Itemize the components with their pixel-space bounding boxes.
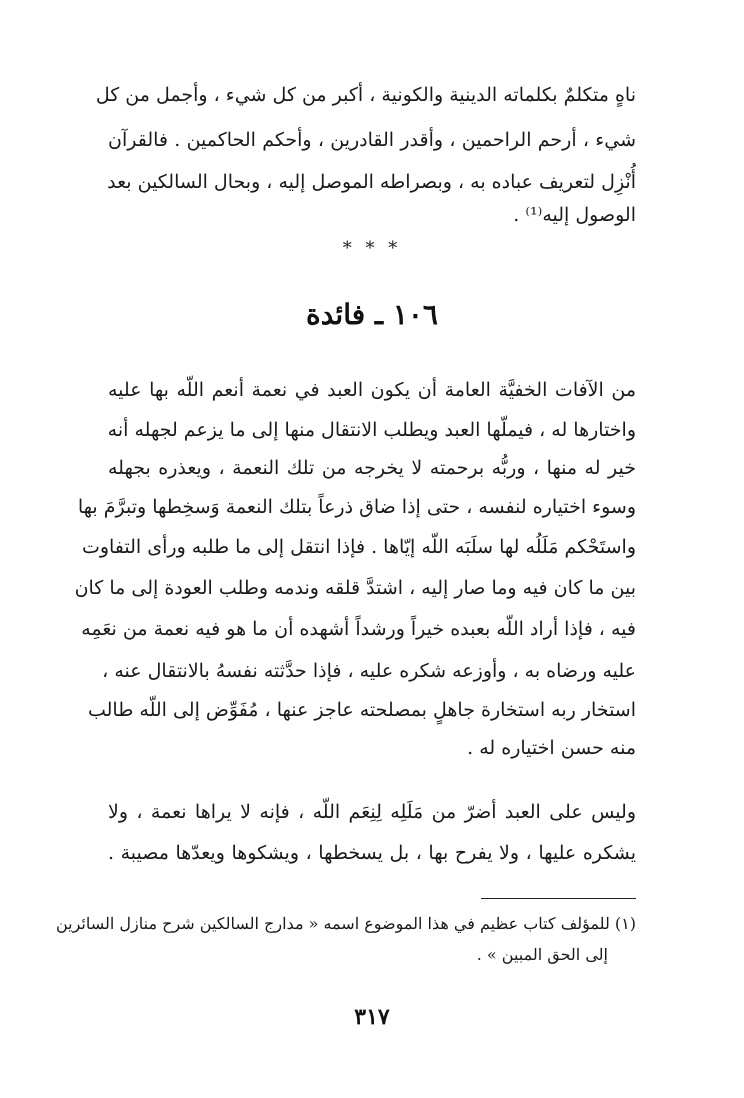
text-line: الوصول إليه⁽¹⁾ . [513, 204, 636, 226]
footnote-rule [481, 898, 636, 899]
text-line: عليه ورضاه به ، وأوزعه شكره عليه ، فإذا حدَّثته نفسهُ بالانتقال عنه ، [102, 660, 636, 682]
text-line: يشكره عليها ، ولا يفرح بها ، بل يسخطها ، ويشكوها ويعدّها مصيبة . [108, 842, 636, 864]
footnote-line: إلى الحق المبين » . [476, 945, 608, 964]
text-line: وسوء اختياره لنفسه ، حتى إذا ضاق ذرعاً بتلك النعمة وَسخِطها وتبرَّمَ بها [77, 496, 636, 518]
page-number: ٣١٧ [354, 1004, 390, 1030]
text-line: خير له منها ، وربُّه برحمته لا يخرجه من تلك النعمة ، ويعذره بجهله [108, 457, 636, 479]
text-line: من الآفات الخفيَّة العامة أن يكون العبد في نعمة أنعم اللّه بها عليه [108, 379, 636, 401]
text-line: منه حسن اختياره له . [467, 737, 636, 759]
text-line: أُنْزِل لتعريف عباده به ، وبصراطه الموصل إليه ، وبحال السالكين بعد [107, 171, 636, 193]
section-separator: * * * [342, 238, 402, 259]
footnote-line: (١) للمؤلف كتاب عظيم في هذا الموضوع اسمه « مدارج السالكين شرح منازل السائرين [55, 914, 636, 933]
text-line: بين ما كان فيه وما صار إليه ، اشتدَّ قلقه وندمه وطلب العودة إلى ما كان [74, 577, 636, 599]
text-line: شيء ، أرحم الراحمين ، وأقدر القادرين ، وأحكم الحاكمين . فالقرآن [108, 129, 636, 151]
section-heading: ١٠٦ ـ فائدة [306, 298, 438, 331]
text-line: وليس على العبد أضرّ من مَلَلِه لِنِعَم اللّه ، فإنه لا يراها نعمة ، ولا [108, 801, 636, 823]
text-line: ناهٍ متكلمٌ بكلماته الدينية والكونية ، أكبر من كل شيء ، وأجمل من كل [95, 84, 636, 106]
text-line: فيه ، فإذا أراد اللّه بعبده خيراً ورشداً أشهده أن ما هو فيه نعمة من نعَمِه [81, 618, 636, 640]
text-line: استخار ربه استخارة جاهلٍ بمصلحته عاجز عنها ، مُفَوِّض إلى اللّه طالب [87, 699, 636, 721]
text-line: واستَحْكم مَلَلُه لها سلَبَه اللّه إيّاها . فإذا انتقل إلى ما طلبه ورأى التفاوت [81, 536, 636, 558]
text-line: واختارها له ، فيملّها العبد ويطلب الانتقال منها إلى ما يزعم لجهله أنه [107, 419, 636, 441]
